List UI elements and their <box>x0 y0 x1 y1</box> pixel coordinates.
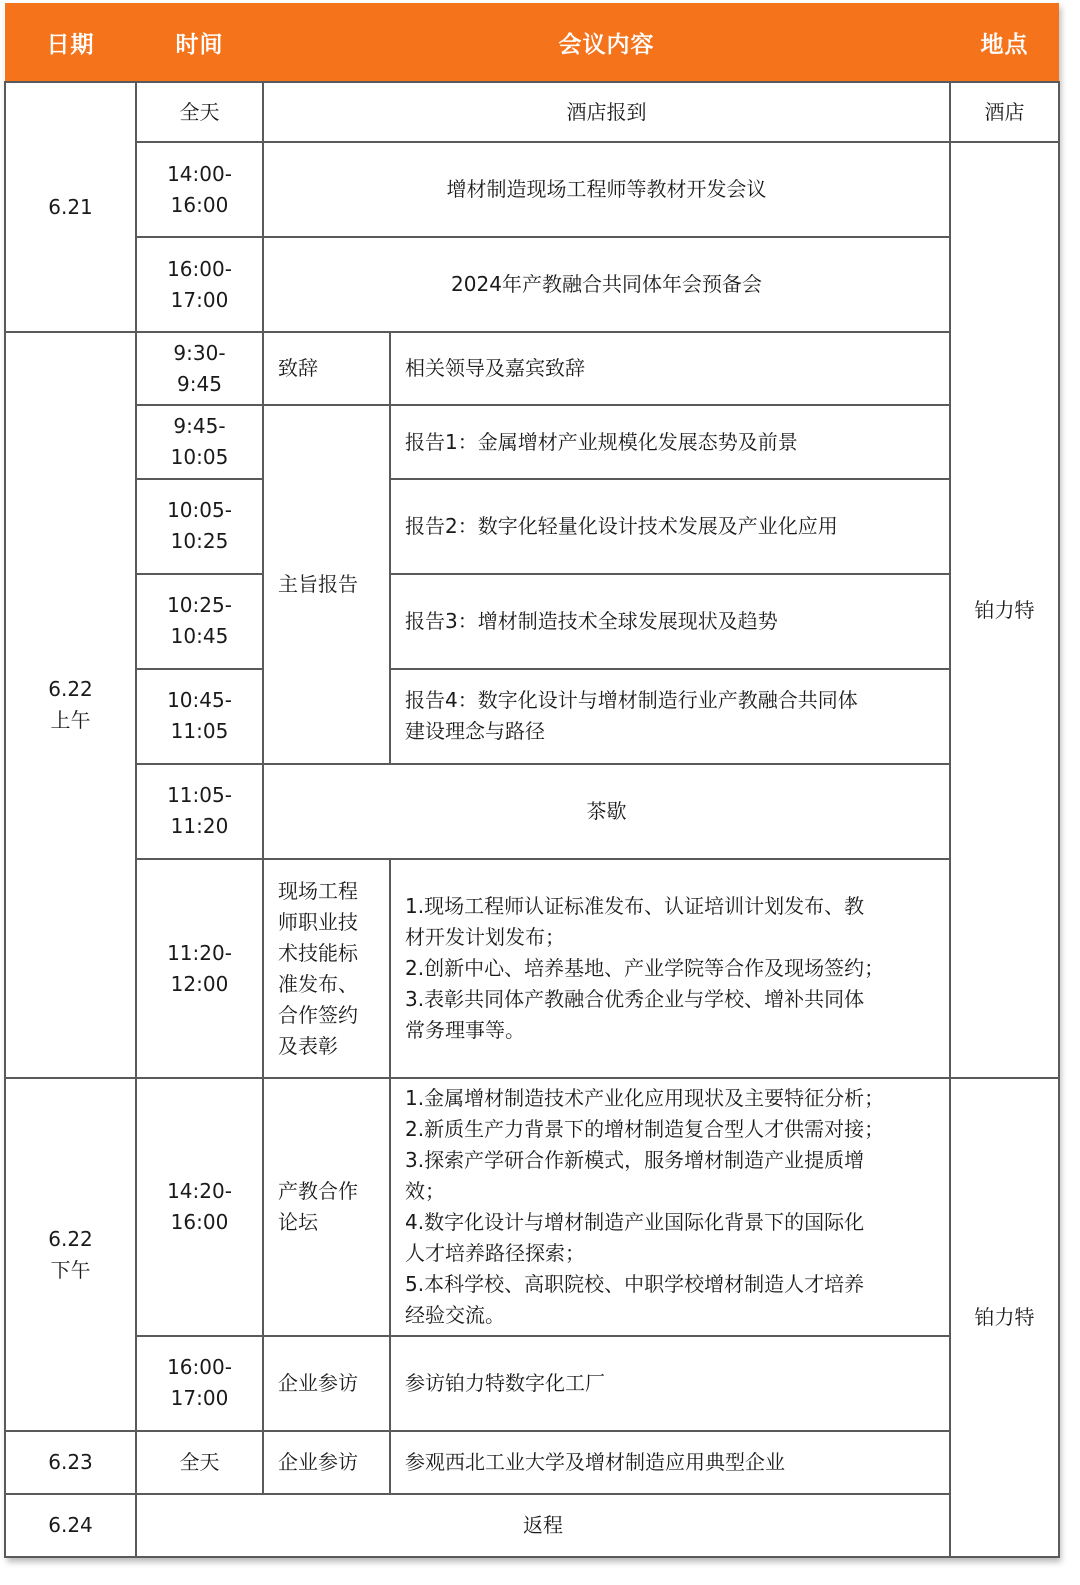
schedule-table-frame <box>4 3 1058 1558</box>
content-cell: 相关领导及嘉宾致辞 <box>390 332 950 405</box>
type-cell: 企业参访 <box>263 1336 390 1431</box>
table-row <box>5 142 1059 237</box>
content-cell: 茶歇 <box>263 764 950 859</box>
content-cell: 报告2：数字化轻量化设计技术发展及产业化应用 <box>390 479 950 574</box>
header-row <box>5 3 1059 82</box>
date-cell: 6.21 <box>5 82 136 332</box>
time-cell: 14:20- 16:00 <box>136 1078 263 1335</box>
type-cell: 企业参访 <box>263 1431 390 1494</box>
date-cell: 6.23 <box>5 1431 136 1494</box>
header-time: 时间 <box>136 3 263 82</box>
content-cell: 报告4：数字化设计与增材制造行业产教融合共同体 建设理念与路径 <box>390 669 950 764</box>
location-cell: 铂力特 <box>950 1078 1059 1557</box>
table-row <box>5 764 1059 859</box>
date-cell: 6.22 上午 <box>5 332 136 1078</box>
time-cell: 16:00- 17:00 <box>136 237 263 332</box>
time-cell: 9:30- 9:45 <box>136 332 263 405</box>
type-cell: 现场工程 师职业技 术技能标 准发布、 合作签约 及表彰 <box>263 859 390 1078</box>
table-row <box>5 1078 1059 1335</box>
table-row <box>5 574 1059 669</box>
type-cell: 致辞 <box>263 332 390 405</box>
content-cell: 酒店报到 <box>263 82 950 142</box>
date-cell: 6.24 <box>5 1494 136 1557</box>
time-cell: 全天 <box>136 1431 263 1494</box>
date-cell: 6.22 下午 <box>5 1078 136 1430</box>
table-row <box>5 1431 1059 1494</box>
time-cell: 11:05- 11:20 <box>136 764 263 859</box>
content-cell: 2024年产教融合共同体年会预备会 <box>263 237 950 332</box>
table-row <box>5 479 1059 574</box>
table-row <box>5 82 1059 142</box>
time-cell: 16:00- 17:00 <box>136 1336 263 1431</box>
content-cell: 1.现场工程师认证标准发布、认证培训计划发布、教 材开发计划发布； 2.创新中心、培养基地、产业学院等合作及现场签约； 3.表彰共同体产教融合优秀企业与学校、增补共同体 常务理事等。 <box>390 859 950 1078</box>
time-cell: 10:25- 10:45 <box>136 574 263 669</box>
table-row <box>5 1494 1059 1557</box>
header-location: 地点 <box>950 3 1059 82</box>
type-cell: 主旨报告 <box>263 405 390 763</box>
table-row <box>5 669 1059 764</box>
schedule-table <box>4 3 1060 1558</box>
content-cell: 报告1：金属增材产业规模化发展态势及前景 <box>390 405 950 478</box>
type-cell: 产教合作 论坛 <box>263 1078 390 1335</box>
table-row <box>5 1336 1059 1431</box>
content-cell: 1.金属增材制造技术产业化应用现状及主要特征分析； 2.新质生产力背景下的增材制造复合型人才供需对接； 3.探索产学研合作新模式，服务增材制造产业提质增 效； 4.数字化设计与增材制造产业国际化背景下的国际化 人才培养路径探索； 5.本科学校、高职院校、中职学校增材制造人才培养 经验交流。 <box>390 1078 950 1335</box>
content-cell: 增材制造现场工程师等教材开发会议 <box>263 142 950 237</box>
time-cell: 9:45- 10:05 <box>136 405 263 478</box>
location-cell: 酒店 <box>950 82 1059 142</box>
time-cell: 10:45- 11:05 <box>136 669 263 764</box>
location-cell: 铂力特 <box>950 142 1059 1078</box>
table-row <box>5 405 1059 478</box>
content-cell: 返程 <box>136 1494 950 1557</box>
table-row <box>5 332 1059 405</box>
header-date: 日期 <box>5 3 136 82</box>
time-cell: 10:05- 10:25 <box>136 479 263 574</box>
table-row <box>5 859 1059 1078</box>
table-row <box>5 237 1059 332</box>
content-cell: 参观西北工业大学及增材制造应用典型企业 <box>390 1431 950 1494</box>
time-cell: 11:20- 12:00 <box>136 859 263 1078</box>
content-cell: 参访铂力特数字化工厂 <box>390 1336 950 1431</box>
header-content: 会议内容 <box>263 3 950 82</box>
content-cell: 报告3：增材制造技术全球发展现状及趋势 <box>390 574 950 669</box>
time-cell: 全天 <box>136 82 263 142</box>
time-cell: 14:00- 16:00 <box>136 142 263 237</box>
